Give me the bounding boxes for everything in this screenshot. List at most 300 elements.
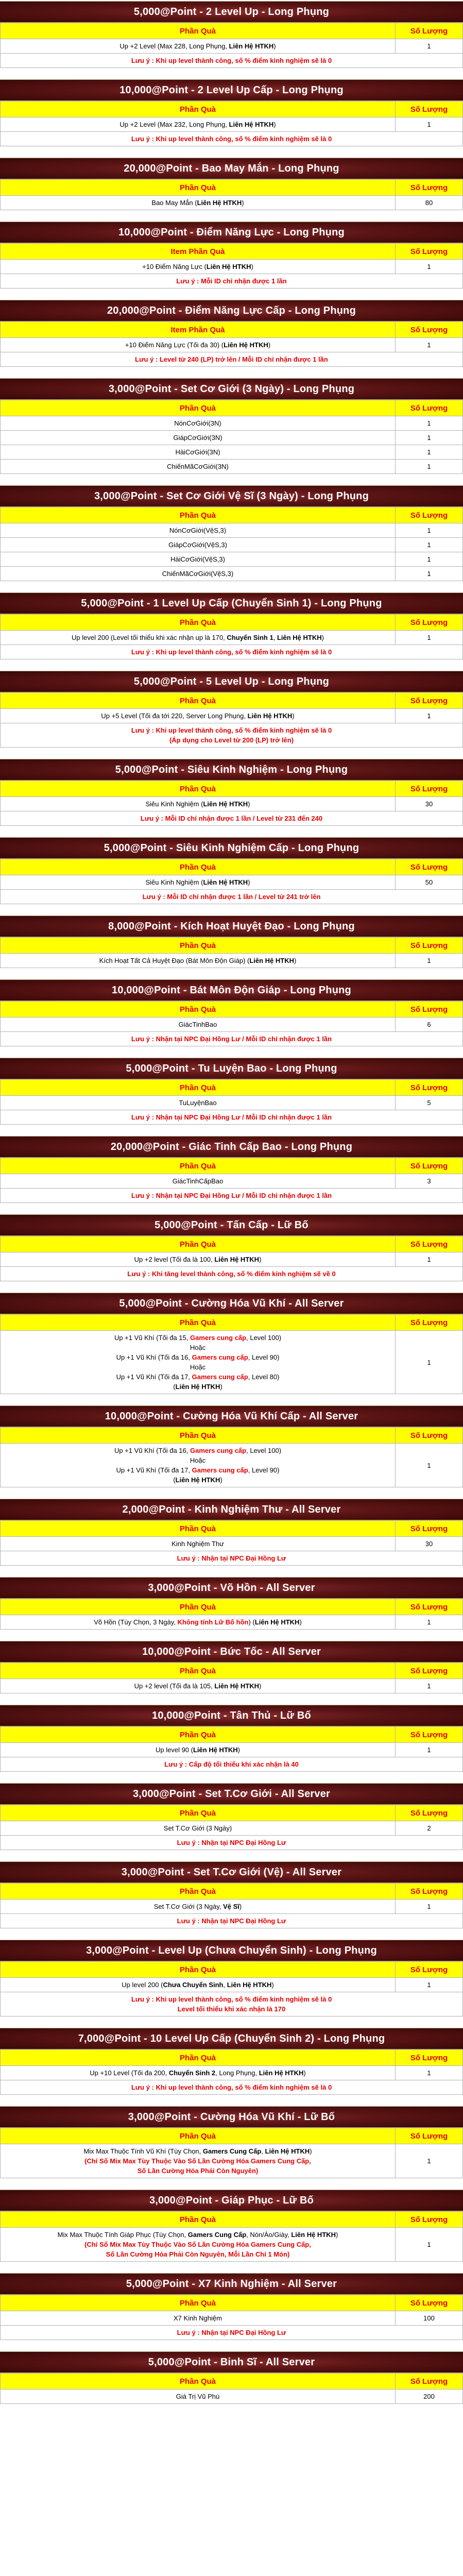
highlight-text: Liên Hệ HTKH <box>206 263 251 270</box>
item-text: Up +5 Level (Tối đa tới 220, Server Long Phụng, <box>101 712 248 720</box>
column-header-item: Item Phần Quà <box>1 244 396 260</box>
item-text: ) <box>220 1383 222 1391</box>
package-title: 5,000@Point - Siêu Kinh Nghiệm Cấp - Long Phụng <box>0 837 463 859</box>
reward-item-cell <box>1 416 396 431</box>
reward-item-line <box>4 462 392 471</box>
item-text: , Level 90) <box>248 1353 280 1361</box>
note-row <box>1 2326 463 2340</box>
note-row <box>1 1032 463 1046</box>
column-header-quantity: Số Lượng <box>396 244 463 260</box>
table-row <box>1 2228 463 2262</box>
reward-item-line <box>4 1475 392 1485</box>
highlight-text: Liên Hệ HTKH <box>265 2147 310 2155</box>
package-title: 10,000@Point - Tân Thủ - Lữ Bố <box>0 1705 463 1726</box>
item-text: Kinh Nghiệm Thư <box>172 1540 224 1548</box>
reward-item-cell <box>1 196 396 210</box>
reward-table <box>0 1520 463 1566</box>
item-text: Up +10 Level (Tối đa 200, <box>90 2069 169 2077</box>
package-title: 3,000@Point - Set T.Cơ Giới - All Server <box>0 1783 463 1805</box>
package-note: Lưu ý : Khi up level thành công, số % điểm kinh nghiệm sẽ là 0 Level tối thiểu khi xác nhận là 170 <box>1 1992 463 2016</box>
column-header-item: Phần Quà <box>1 1805 396 1821</box>
column-header-item: Phần Quà <box>1 1962 396 1978</box>
reward-quantity: 5 <box>396 1096 463 1110</box>
package-title: 10,000@Point - Bát Môn Độn Giáp - Long Phụng <box>0 979 463 1001</box>
highlight-text: Liên Hệ HTKH <box>175 1476 220 1484</box>
item-text: Up level 200 (Level tối thiểu khi xác nhận up là 170, <box>72 634 227 641</box>
warning-text: Số Lần Cường Hóa Phải Còn Nguyên, Mỗi Lần Chỉ 1 Món) <box>106 2250 290 2258</box>
package-title: 3,000@Point - Set Cơ Giới Vệ Sĩ (3 Ngày) - Long Phụng <box>0 485 463 507</box>
package-title: 10,000@Point - Điểm Năng Lực - Long Phụng <box>0 222 463 243</box>
item-text: ) <box>292 712 295 720</box>
warning-text: Gamers cung cấp <box>192 1373 248 1381</box>
package-title: 8,000@Point - Kích Hoạt Huyệt Đạo - Long Phụng <box>0 916 463 937</box>
reward-item-cell <box>1 1615 396 1630</box>
reward-item-cell <box>1 1252 396 1267</box>
reward-package <box>0 979 463 1046</box>
column-header-quantity: Số Lượng <box>396 180 463 196</box>
note-row <box>1 2080 463 2095</box>
column-header-quantity: Số Lượng <box>396 781 463 797</box>
table-header-row <box>1 1599 463 1615</box>
reward-package <box>0 1 463 68</box>
package-note: Lưu ý : Mỗi ID chỉ nhận được 1 lần <box>1 274 463 289</box>
reward-item-line <box>4 877 392 887</box>
reward-table <box>0 1314 463 1394</box>
note-row <box>1 1189 463 1203</box>
reward-table <box>0 1726 463 1772</box>
package-title: 5,000@Point - X7 Kinh Nghiệm - All Server <box>0 2273 463 2295</box>
package-title: 20,000@Point - Điểm Năng Lực Cấp - Long Phụng <box>0 300 463 321</box>
warning-text: Không tính Lữ Bố hồn <box>177 1618 249 1626</box>
reward-item-cell <box>1 2311 396 2326</box>
reward-quantity: 1 <box>396 709 463 723</box>
reward-item-line <box>4 1465 392 1475</box>
note-row <box>1 132 463 146</box>
highlight-text: Gamers Cung Cấp <box>202 2147 262 2155</box>
package-title: 5,000@Point - Tấn Cấp - Lữ Bố <box>0 1214 463 1236</box>
package-note: Lưu ý : Mỗi ID chỉ nhận được 1 lần / Level từ 241 trở lên <box>1 890 463 904</box>
item-text: Up +2 level (Tối đa là 100, <box>134 1256 215 1263</box>
column-header-item: Phần Quà <box>1 2050 396 2066</box>
table-header-row <box>1 400 463 416</box>
table-row <box>1 196 463 210</box>
package-title: 10,000@Point - 2 Level Up Cấp - Long Phụng <box>0 79 463 101</box>
reward-package <box>0 837 463 904</box>
highlight-text: Liên Hệ HTKH <box>229 42 274 50</box>
highlight-text: Liên Hệ HTKH <box>214 1682 260 1690</box>
item-text: ) <box>294 957 297 964</box>
column-header-item: Phần Quà <box>1 1599 396 1615</box>
package-note: Lưu ý : Nhận tại NPC Đại Hồng Lư <box>1 2326 463 2340</box>
reward-package <box>0 1405 463 1487</box>
note-row <box>1 1110 463 1125</box>
package-title: 5,000@Point - Binh Sĩ - All Server <box>0 2351 463 2373</box>
reward-table <box>0 1663 463 1693</box>
reward-item-line <box>4 1098 392 1108</box>
item-text: ChiếnMãCơGiới(VệS,3) <box>162 570 234 578</box>
reward-quantity: 1 <box>396 445 463 460</box>
table-header-row <box>1 1080 463 1096</box>
reward-table <box>0 2049 463 2095</box>
item-text: ) <box>220 1476 222 1484</box>
warning-text: (Chỉ Số Mix Max Tùy Thuộc Vào Số Lần Cường Hóa Gamers Cung Cấp, <box>84 2241 311 2248</box>
table-row <box>1 1018 463 1032</box>
column-header-quantity: Số Lượng <box>396 1521 463 1537</box>
highlight-text: Liên Hệ HTKH <box>214 1256 260 1263</box>
column-header-item: Phần Quà <box>1 1521 396 1537</box>
column-header-item: Phần Quà <box>1 615 396 631</box>
item-text: Up +1 Vũ Khí (Tối đa 16, <box>114 1447 190 1454</box>
table-row <box>1 1978 463 1992</box>
reward-quantity: 1 <box>396 1978 463 1992</box>
reward-table <box>0 179 463 210</box>
package-note: Lưu ý : Nhận tại NPC Đại Hồng Lư <box>1 1551 463 1566</box>
table-row <box>1 460 463 474</box>
column-header-item: Phần Quà <box>1 507 396 523</box>
reward-item-cell <box>1 538 396 552</box>
package-title: 2,000@Point - Kinh Nghiệm Thư - All Server <box>0 1499 463 1520</box>
table-header-row <box>1 23 463 39</box>
reward-item-line <box>4 2156 392 2166</box>
reward-item-line <box>4 1352 392 1362</box>
reward-quantity: 1 <box>396 1331 463 1394</box>
reward-package <box>0 592 463 659</box>
reward-quantity: 1 <box>396 567 463 581</box>
note-row <box>1 723 463 748</box>
highlight-text: Liên Hệ HTKH <box>203 878 248 886</box>
table-header-row <box>1 938 463 954</box>
reward-quantity: 200 <box>396 2389 463 2404</box>
package-title: 20,000@Point - Giác Tinh Cấp Bao - Long Phụng <box>0 1136 463 1158</box>
reward-quantity: 1 <box>396 260 463 274</box>
reward-item-line <box>4 433 392 443</box>
item-text: Set T.Cơ Giới (3 Ngày) <box>163 1824 232 1832</box>
column-header-quantity: Số Lượng <box>396 23 463 39</box>
warning-text: Gamers cung cấp <box>192 1353 248 1361</box>
reward-item-line <box>4 554 392 564</box>
column-header-item: Phần Quà <box>1 180 396 196</box>
package-title: 5,000@Point - Tu Luyện Bao - Long Phụng <box>0 1058 463 1079</box>
package-title: 5,000@Point - Siêu Kinh Nghiệm - Long Phụng <box>0 759 463 781</box>
item-text: ( <box>173 1476 176 1484</box>
reward-item-cell <box>1 1978 396 1992</box>
reward-item-line <box>4 340 392 350</box>
column-header-item: Phần Quà <box>1 1315 396 1331</box>
table-header-row <box>1 101 463 117</box>
table-row <box>1 260 463 274</box>
column-header-item: Phần Quà <box>1 938 396 954</box>
table-row <box>1 117 463 132</box>
table-header-row <box>1 180 463 196</box>
package-title: 7,000@Point - 10 Level Up Cấp (Chuyển Sinh 2) - Long Phụng <box>0 2028 463 2049</box>
note-row <box>1 1836 463 1850</box>
table-header-row <box>1 1428 463 1444</box>
item-text: ChiếnMãCơGiới(3N) <box>167 463 229 470</box>
reward-item-line <box>4 711 392 721</box>
column-header-item: Phần Quà <box>1 101 396 117</box>
column-header-quantity: Số Lượng <box>396 1805 463 1821</box>
reward-item-line <box>4 540 392 550</box>
package-note: Lưu ý : Mỗi ID chỉ nhận được 1 lần / Level từ 231 đến 240 <box>1 811 463 826</box>
table-header-row <box>1 2128 463 2144</box>
note-row <box>1 1914 463 1928</box>
table-row <box>1 523 463 538</box>
item-text: ) <box>321 634 324 641</box>
reward-quantity: 1 <box>396 117 463 132</box>
reward-package <box>0 1499 463 1566</box>
reward-item-line <box>4 1455 392 1465</box>
package-note: Lưu ý : Khi up level thành công, số % điểm kinh nghiệm sẽ là 0 <box>1 54 463 68</box>
table-row <box>1 954 463 968</box>
reward-item-cell <box>1 2144 396 2178</box>
column-header-quantity: Số Lượng <box>396 1080 463 1096</box>
package-title: 3,000@Point - Set T.Cơ Giới (Vệ) - All Server <box>0 1861 463 1883</box>
table-row <box>1 1444 463 1487</box>
reward-item-cell <box>1 338 396 352</box>
item-text: Up +2 Level (Max 232, Long Phụng, <box>119 121 229 128</box>
reward-package <box>0 222 463 289</box>
table-row <box>1 797 463 811</box>
item-text: Up +1 Vũ Khí (Tối đa 15, <box>114 1334 190 1342</box>
item-text: GiácTinhCấpBao <box>172 1177 224 1185</box>
reward-quantity: 1 <box>396 1615 463 1630</box>
reward-item-cell <box>1 567 396 581</box>
note-row <box>1 811 463 826</box>
highlight-text: Chưa Chuyển Sinh <box>163 1981 224 1989</box>
table-header-row <box>1 507 463 523</box>
warning-text: Gamers cung cấp <box>190 1334 247 1342</box>
package-note: Lưu ý : Nhận tại NPC Đại Hồng Lư / Mỗi ID chỉ nhận được 1 lần <box>1 1110 463 1125</box>
reward-table <box>0 614 463 659</box>
reward-item-line <box>4 2392 392 2401</box>
reward-quantity: 1 <box>396 552 463 567</box>
table-header-row <box>1 2050 463 2066</box>
table-header-row <box>1 1521 463 1537</box>
item-text: , <box>223 1981 227 1989</box>
reward-item-cell <box>1 631 396 645</box>
column-header-quantity: Số Lượng <box>396 615 463 631</box>
reward-item-line <box>4 2068 392 2078</box>
reward-item-line <box>4 2166 392 2176</box>
reward-package <box>0 2106 463 2178</box>
reward-quantity: 1 <box>396 538 463 552</box>
reward-quantity: 2 <box>396 1821 463 1836</box>
item-text: Up +1 Vũ Khí (Tối đa 17, <box>116 1466 192 1474</box>
column-header-item: Phần Quà <box>1 693 396 709</box>
table-header-row <box>1 1236 463 1252</box>
table-header-row <box>1 1002 463 1018</box>
reward-item-line <box>4 41 392 51</box>
reward-quantity: 1 <box>396 1444 463 1487</box>
reward-table <box>0 1961 463 2016</box>
reward-package <box>0 79 463 146</box>
item-text: , <box>261 2147 265 2155</box>
reward-item-cell <box>1 460 396 474</box>
reward-item-cell <box>1 39 396 54</box>
reward-table <box>0 1236 463 1281</box>
reward-table <box>0 859 463 904</box>
reward-quantity: 30 <box>396 797 463 811</box>
package-note: Lưu ý : Cấp độ tối thiểu khi xác nhận là 40 <box>1 1757 463 1772</box>
note-row <box>1 1992 463 2016</box>
reward-package <box>0 2190 463 2262</box>
reward-package <box>0 671 463 748</box>
reward-package <box>0 485 463 581</box>
item-text: , Level 100) <box>246 1447 282 1454</box>
table-row <box>1 1331 463 1394</box>
item-text: ) <box>336 2231 338 2239</box>
item-text: ) <box>310 2147 312 2155</box>
reward-item-cell <box>1 1174 396 1189</box>
table-row <box>1 1679 463 1693</box>
column-header-quantity: Số Lượng <box>396 1315 463 1331</box>
item-text: ) <box>248 800 250 808</box>
package-note: Lưu ý : Level từ 240 (LP) trở lên / Mỗi ID chỉ nhận được 1 lần <box>1 352 463 367</box>
highlight-text: Chuyển Sinh 1 <box>227 634 273 641</box>
reward-item-cell <box>1 797 396 811</box>
reward-item-cell <box>1 445 396 460</box>
package-note: Lưu ý : Khi up level thành công, số % điểm kinh nghiệm sẽ là 0 (Áp dụng cho Level từ 200 (LP) trở lên) <box>1 723 463 748</box>
table-header-row <box>1 1663 463 1679</box>
table-row <box>1 875 463 890</box>
reward-table <box>0 400 463 474</box>
reward-item-cell <box>1 1331 396 1394</box>
reward-table <box>0 1427 463 1487</box>
reward-item-line <box>4 633 392 642</box>
column-header-item: Phần Quà <box>1 1727 396 1743</box>
item-text: ) <box>273 42 276 50</box>
column-header-quantity: Số Lượng <box>396 1727 463 1743</box>
item-text: ) <box>259 1256 262 1263</box>
note-row <box>1 890 463 904</box>
note-row <box>1 1267 463 1281</box>
reward-item-line <box>4 447 392 457</box>
reward-package <box>0 300 463 367</box>
reward-item-line <box>4 1681 392 1691</box>
column-header-quantity: Số Lượng <box>396 2050 463 2066</box>
item-text: HàiCơGiới(VệS,3) <box>170 555 225 563</box>
highlight-text: Liên Hệ HTKH <box>291 2231 336 2239</box>
reward-item-cell <box>1 117 396 132</box>
reward-item-line <box>4 526 392 535</box>
column-header-item: Phần Quà <box>1 2128 396 2144</box>
package-note: Lưu ý : Nhận tại NPC Đại Hồng Lư / Mỗi ID chỉ nhận được 1 lần <box>1 1189 463 1203</box>
item-text: NónCơGiới(VệS,3) <box>169 527 227 534</box>
reward-package <box>0 1577 463 1630</box>
column-header-item: Phần Quà <box>1 781 396 797</box>
reward-item-line <box>4 1539 392 1549</box>
reward-package <box>0 2351 463 2404</box>
reward-item-line <box>4 2230 392 2240</box>
reward-item-line <box>4 1176 392 1186</box>
reward-package <box>0 2273 463 2340</box>
item-text: Võ Hồn (Tùy Chọn, 3 Ngày, <box>94 1618 178 1626</box>
column-header-quantity: Số Lượng <box>396 2212 463 2228</box>
table-row <box>1 2389 463 2404</box>
column-header-item: Phần Quà <box>1 2212 396 2228</box>
table-row <box>1 1174 463 1189</box>
reward-item-line <box>4 956 392 965</box>
reward-item-line <box>4 2249 392 2259</box>
highlight-text: Gamers Cung Cấp <box>187 2231 247 2239</box>
table-header-row <box>1 2295 463 2311</box>
table-row <box>1 445 463 460</box>
item-text: , Level 80) <box>248 1373 280 1381</box>
table-header-row <box>1 1884 463 1900</box>
table-row <box>1 1252 463 1267</box>
package-note: Lưu ý : Khi tăng level thành công, số % điểm kinh nghiệm sẽ về 0 <box>1 1267 463 1281</box>
item-text: Bao May Mắn ( <box>151 199 197 207</box>
item-text: Hoặc <box>190 1363 206 1371</box>
table-row <box>1 709 463 723</box>
reward-item-cell <box>1 2228 396 2262</box>
highlight-text: Liên Hệ HTKH <box>203 800 248 808</box>
package-title: 3,000@Point - Set Cơ Giới (3 Ngày) - Long Phụng <box>0 378 463 400</box>
table-row <box>1 552 463 567</box>
reward-item-line <box>4 1446 392 1455</box>
table-row <box>1 338 463 352</box>
table-row <box>1 631 463 645</box>
item-text: Up +1 Vũ Khí (Tối đa 17, <box>116 1373 192 1381</box>
reward-package <box>0 1058 463 1125</box>
reward-item-line <box>4 1902 392 1911</box>
reward-quantity: 1 <box>396 1252 463 1267</box>
reward-table <box>0 2211 463 2262</box>
reward-package <box>0 1214 463 1281</box>
item-text: ) <box>299 1618 302 1626</box>
reward-table <box>0 937 463 968</box>
column-header-item: Phần Quà <box>1 1080 396 1096</box>
column-header-item: Phần Quà <box>1 400 396 416</box>
column-header-item: Phần Quà <box>1 1236 396 1252</box>
reward-quantity: 1 <box>396 954 463 968</box>
table-row <box>1 567 463 581</box>
warning-text: Gamers cung cấp <box>192 1466 248 1474</box>
note-row <box>1 1551 463 1566</box>
reward-table <box>0 2128 463 2178</box>
reward-table <box>0 1883 463 1928</box>
reward-table <box>0 692 463 748</box>
table-row <box>1 2311 463 2326</box>
reward-quantity: 1 <box>396 2228 463 2262</box>
item-text: ) <box>242 199 244 207</box>
reward-item-line <box>4 1020 392 1029</box>
table-header-row <box>1 1315 463 1331</box>
table-header-row <box>1 1727 463 1743</box>
column-header-item: Phần Quà <box>1 23 396 39</box>
reward-item-cell <box>1 954 396 968</box>
warning-text: (Chỉ Số Mix Max Tùy Thuộc Vào Số Lần Cường Hóa Gamers Cung Cấp, <box>84 2157 311 2165</box>
item-text: Mix Max Thuộc Tính Giáp Phục (Tùy Chọn, <box>57 2231 188 2239</box>
reward-quantity: 1 <box>396 460 463 474</box>
item-text: ) <box>268 341 271 349</box>
reward-item-line <box>4 2240 392 2249</box>
reward-quantity: 1 <box>396 2144 463 2178</box>
table-row <box>1 1900 463 1914</box>
reward-package <box>0 1940 463 2016</box>
reward-package <box>0 1293 463 1394</box>
table-row <box>1 1615 463 1630</box>
column-header-item: Phần Quà <box>1 1158 396 1174</box>
reward-item-line <box>4 418 392 428</box>
table-header-row <box>1 859 463 875</box>
reward-item-line <box>4 1823 392 1833</box>
reward-item-line <box>4 120 392 129</box>
package-title: 5,000@Point - 1 Level Up Cấp (Chuyển Sinh 1) - Long Phụng <box>0 592 463 614</box>
item-text: Giá Trị Vũ Phú <box>176 2393 220 2400</box>
reward-package <box>0 1861 463 1928</box>
item-text: ) <box>271 1981 274 1989</box>
